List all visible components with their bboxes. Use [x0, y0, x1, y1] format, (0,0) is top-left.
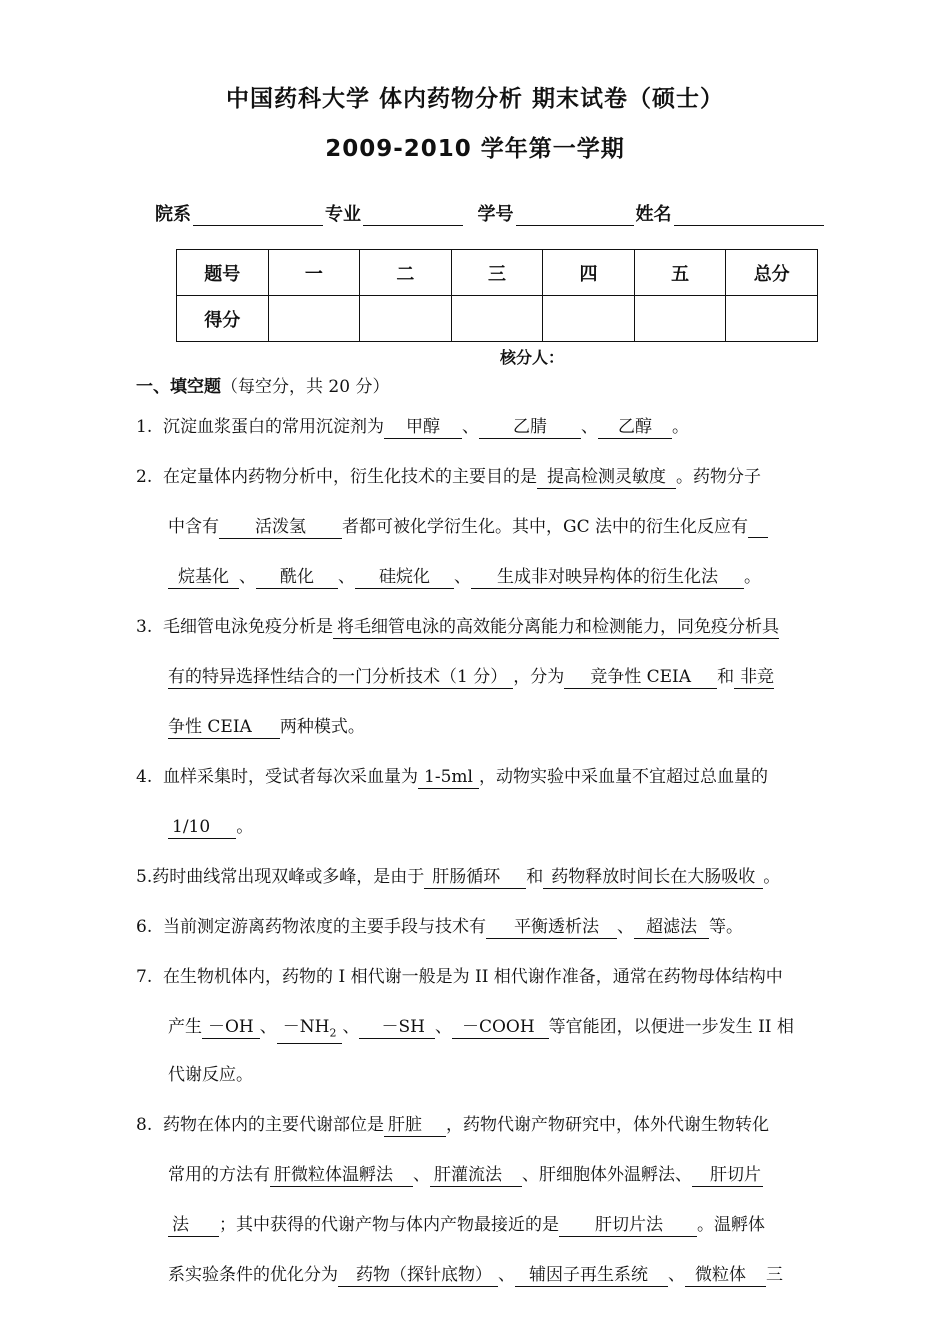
score-header-cell: 二 [360, 250, 452, 296]
q-number: 1. [136, 417, 153, 437]
answer-blank: 肝切片 [692, 1166, 763, 1187]
question-6 [136, 912, 743, 939]
score-table-header-row [177, 250, 818, 296]
separator: 、 [413, 1165, 430, 1185]
score-header-cell: 总分 [726, 250, 818, 296]
question-2-line-3 [168, 562, 761, 589]
exam-subtitle: 2009-2010 学年第一学期 [325, 136, 625, 162]
answer-blank: 提高检测灵敏度 [537, 468, 676, 489]
q-text: 产生 [168, 1017, 202, 1037]
q-text: 。 [763, 867, 781, 887]
answer-blank: 1-5ml [418, 768, 479, 789]
q-text: 毛细管电泳免疫分析是 [163, 617, 334, 637]
answer-blank: 争性 CEIA [168, 718, 280, 739]
q-text: ，药物代谢产物研究中，体外代谢生物转化 [446, 1115, 770, 1135]
separator: 、 [342, 1017, 360, 1037]
field-name-blank[interactable] [674, 207, 824, 226]
q-text: 在定量体内药物分析中，衍生化技术的主要目的是 [163, 467, 538, 487]
answer-text: －NH [282, 1017, 330, 1037]
question-3-line-2 [168, 662, 774, 689]
q-text: 等官能团，以便进一步发生 II 相 [548, 1017, 794, 1037]
separator: 、 [617, 917, 635, 937]
question-7-line-3 [168, 1060, 253, 1085]
answer-blank: 法 [168, 1216, 219, 1237]
answer-blank: 烷基化 [168, 568, 239, 589]
q-text: 、肝细胞体外温孵法、 [522, 1165, 692, 1185]
field-id-blank[interactable] [516, 207, 634, 226]
answer-blank: 药物释放时间长在大肠吸收 [543, 868, 763, 889]
section-title: 一、填空题 [136, 377, 221, 397]
answer-blank: 肝微粒体温孵法 [270, 1166, 413, 1187]
q-text: 。 [236, 817, 254, 837]
question-8-line-2 [168, 1160, 763, 1187]
q-text: 代谢反应。 [168, 1065, 253, 1085]
question-7-line-1 [136, 962, 783, 987]
info-row [155, 200, 826, 226]
score-cell[interactable] [360, 296, 452, 342]
field-name-label: 姓名 [635, 204, 672, 225]
answer-blank: －SH [359, 1018, 434, 1039]
answer-blank [277, 1018, 343, 1044]
answer-blank: 辅因子再生系统 [515, 1266, 668, 1287]
answer-blank: 1/10 [168, 818, 236, 839]
score-cell[interactable] [726, 296, 818, 342]
q-text: 。 [672, 417, 690, 437]
answer-blank: 乙醇 [598, 418, 672, 439]
separator: 、 [454, 567, 471, 587]
separator: 、 [434, 1017, 452, 1037]
separator: 、 [338, 567, 355, 587]
separator: 、 [668, 1265, 685, 1285]
answer-blank: 微粒体 [685, 1266, 766, 1287]
question-2-line-2 [168, 512, 768, 539]
q-text: 药时曲线常出现双峰或多峰，是由于 [152, 867, 425, 887]
q-number: 7. [136, 967, 153, 987]
field-department-blank[interactable] [193, 207, 323, 226]
score-header-cell: 三 [451, 250, 543, 296]
q-text: 和 [717, 667, 735, 687]
answer-blank: 肝切片法 [559, 1216, 697, 1237]
field-id-label: 学号 [477, 204, 514, 225]
score-cell[interactable] [268, 296, 360, 342]
answer-blank: 竞争性 CEIA [564, 668, 717, 689]
separator: 、 [259, 1017, 277, 1037]
q-text: 。 [744, 567, 761, 587]
score-table-score-row [177, 296, 818, 342]
q-text: 两种模式。 [279, 717, 365, 737]
q-text: 。药物分子 [676, 467, 762, 487]
q-text: 沉淀血浆蛋白的常用沉淀剂为 [163, 417, 385, 437]
answer-blank: －COOH [452, 1018, 549, 1039]
q-text: 者都可被化学衍生化。其中，GC 法中的衍生化反应有 [342, 517, 748, 537]
q-text: ，动物实验中采血量不宜超过总血量的 [478, 767, 768, 787]
q-text: 三 [766, 1265, 783, 1285]
q-text: 中含有 [168, 517, 219, 537]
question-8-line-1 [136, 1110, 769, 1137]
subscript: 2 [329, 1026, 337, 1040]
section-note: （每空分，共 20 分） [221, 377, 390, 397]
score-table [176, 249, 818, 342]
answer-blank: 甲醇 [384, 418, 462, 439]
q-text: 血样采集时，受试者每次采血量为 [163, 767, 419, 787]
answer-blank: 活泼氢 [219, 518, 342, 539]
question-2-line-1 [136, 462, 761, 489]
answer-blank: 生成非对映异构体的衍生化法 [471, 568, 744, 589]
q-text: 。温孵体 [697, 1215, 765, 1235]
answer-blank: 肝肠循环 [424, 868, 526, 889]
question-1 [136, 412, 689, 439]
question-7-line-2 [168, 1012, 794, 1044]
answer-blank: 乙腈 [479, 418, 581, 439]
q-number: 3. [136, 617, 153, 637]
question-4-line-2 [168, 812, 253, 839]
q-number: 5. [136, 867, 153, 887]
q-text: 和 [526, 867, 544, 887]
question-8-line-4 [168, 1260, 783, 1287]
field-major-blank[interactable] [363, 207, 463, 226]
question-3-line-3 [168, 712, 365, 739]
exam-title: 中国药科大学 体内药物分析 期末试卷（硕士） [225, 86, 724, 112]
separator: 、 [239, 567, 256, 587]
q-text: 等。 [709, 917, 744, 937]
score-cell[interactable] [634, 296, 726, 342]
question-4-line-1 [136, 762, 768, 789]
q-text: 药物在体内的主要代谢部位是 [163, 1115, 385, 1135]
answer-blank: 超滤法 [634, 918, 709, 939]
answer-blank: 将毛细管电泳的高效能分离能力和检测能力，同免疫分析具 [333, 618, 779, 639]
question-5 [136, 862, 780, 889]
separator: 、 [498, 1265, 515, 1285]
separator: 、 [462, 417, 480, 437]
answer-blank: 药物（探针底物） [338, 1266, 498, 1287]
answer-blank: 有的特异选择性结合的一门分析技术（1 分） [168, 668, 513, 689]
field-major-label: 专业 [325, 204, 361, 225]
score-row-label: 得分 [177, 296, 269, 342]
answer-blank: 硅烷化 [355, 568, 454, 589]
checker-label: 核分人： [500, 348, 565, 367]
q-text: ，分为 [513, 667, 565, 687]
q-text: 常用的方法有 [168, 1165, 270, 1185]
score-cell[interactable] [543, 296, 635, 342]
answer-blank: 平衡透析法 [486, 918, 617, 939]
field-department-label: 院系 [155, 204, 191, 225]
section-heading [136, 372, 389, 397]
q-number: 2. [136, 467, 153, 487]
q-number: 8. [136, 1115, 153, 1135]
answer-blank: －OH [202, 1018, 260, 1039]
separator: 、 [581, 417, 599, 437]
q-text: ；其中获得的代谢产物与体内产物最接近的是 [219, 1215, 559, 1235]
q-text: 在生物机体内，药物的 I 相代谢一般是为 II 相代谢作准备，通常在药物母体结构中 [163, 967, 783, 987]
score-header-cell: 五 [634, 250, 726, 296]
score-header-cell: 一 [268, 250, 360, 296]
q-text: 当前测定游离药物浓度的主要手段与技术有 [163, 917, 487, 937]
question-8-line-3 [168, 1210, 765, 1237]
q-number: 6. [136, 917, 153, 937]
score-cell[interactable] [451, 296, 543, 342]
answer-blank: 肝灌流法 [430, 1166, 522, 1187]
answer-blank: 非竞 [734, 668, 774, 689]
q-text: 系实验条件的优化分为 [168, 1265, 338, 1285]
score-header-cell: 题号 [177, 250, 269, 296]
answer-blank [748, 518, 768, 538]
q-number: 4. [136, 767, 153, 787]
question-3-line-1 [136, 612, 779, 639]
answer-blank: 肝脏 [384, 1116, 446, 1137]
score-header-cell: 四 [543, 250, 635, 296]
answer-blank: 酰化 [256, 568, 338, 589]
